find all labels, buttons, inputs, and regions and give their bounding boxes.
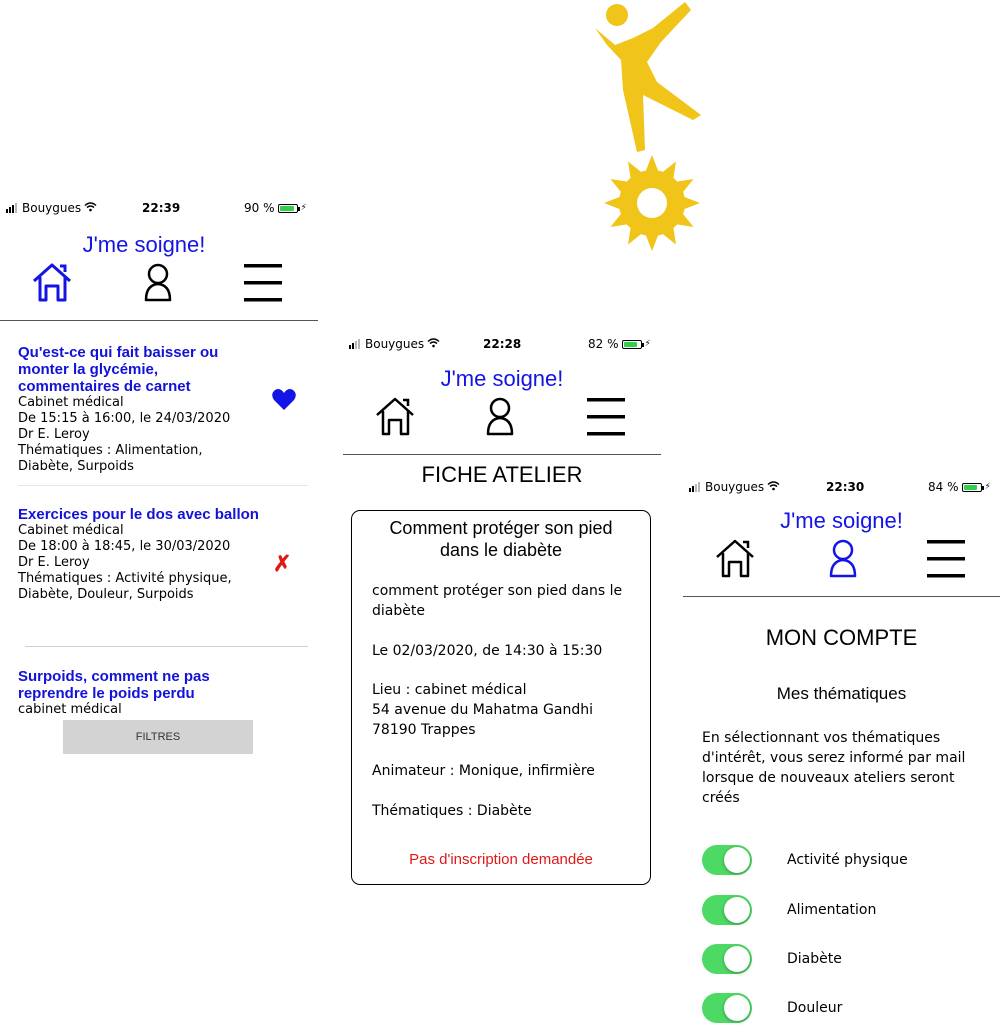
header-divider — [343, 454, 661, 455]
screen-workshop-detail — [343, 334, 661, 894]
signal-icon — [6, 203, 17, 213]
clock: 22:28 — [483, 337, 522, 351]
page-title: MON COMPTE — [765, 625, 918, 650]
charging-icon: ⚡ — [300, 203, 307, 213]
theme-row — [683, 895, 1000, 927]
wifi-icon — [427, 337, 440, 351]
theme-label: Activité physique — [787, 852, 908, 868]
list-divider — [18, 485, 308, 486]
theme-row — [683, 845, 1000, 877]
section-title: Mes thématiques — [776, 684, 907, 703]
list-item[interactable] — [18, 344, 308, 475]
workshop-address-line1: 54 avenue du Mahatma Gandhi — [372, 702, 593, 718]
carrier-name: Bouygues — [705, 480, 765, 494]
battery-icon — [962, 483, 982, 492]
workshop-title[interactable]: Exercices pour le dos avec ballon — [18, 506, 259, 523]
user-icon[interactable] — [478, 394, 524, 440]
nav-bar — [683, 536, 1000, 586]
workshop-address-line2: 78190 Trappes — [372, 722, 476, 738]
filters-button[interactable]: FILTRES — [63, 720, 253, 754]
app-title: J'me soigne! — [82, 232, 206, 257]
status-bar — [0, 198, 318, 218]
toggle-switch[interactable] — [702, 993, 752, 1023]
page-title: FICHE ATELIER — [421, 462, 583, 487]
charging-icon: ⚡ — [644, 339, 651, 349]
theme-row — [683, 993, 1000, 1025]
home-icon[interactable] — [30, 260, 76, 306]
signal-icon — [689, 482, 700, 492]
heart-icon[interactable] — [271, 388, 297, 417]
workshop-card — [351, 510, 651, 885]
screen-workshop-list — [0, 198, 318, 758]
workshop-title: Comment protéger son pied dans le diabète — [389, 518, 613, 560]
clock: 22:30 — [826, 480, 865, 494]
theme-row — [683, 944, 1000, 976]
workshop-place: Cabinet médical — [18, 523, 124, 538]
header-divider — [683, 596, 1000, 597]
carrier-name: Bouygues — [22, 201, 82, 215]
workshop-title[interactable]: Qu'est-ce qui fait baisser ou monter la glycémie, commentaires de carnet — [18, 344, 219, 395]
list-divider — [25, 646, 308, 647]
workshop-host: Dr E. Leroy — [18, 555, 90, 570]
battery-percent: 84 % — [928, 480, 959, 494]
workshop-themes: Thématiques : Activité physique, Diabète, Douleur, Surpoids — [18, 571, 232, 602]
toggle-switch[interactable] — [702, 944, 752, 974]
charging-icon: ⚡ — [984, 482, 991, 492]
home-icon[interactable] — [713, 536, 759, 582]
user-icon[interactable] — [821, 536, 867, 582]
status-bar — [683, 477, 1000, 497]
workshop-date: Le 02/03/2020, de 14:30 à 15:30 — [372, 643, 603, 659]
toggle-switch[interactable] — [702, 895, 752, 925]
menu-icon[interactable] — [583, 394, 629, 440]
battery-icon — [622, 340, 642, 349]
battery-percent: 82 % — [588, 337, 619, 351]
workshop-datetime: De 18:00 à 18:45, le 30/03/2020 — [18, 539, 231, 554]
menu-icon[interactable] — [923, 536, 969, 582]
screen-account — [683, 477, 1000, 1036]
list-item[interactable] — [18, 668, 308, 716]
workshop-themes: Thématiques : Alimentation, Diabète, Surpoids — [18, 443, 203, 474]
theme-label: Alimentation — [787, 902, 877, 918]
signal-icon — [349, 339, 360, 349]
carrier-name: Bouygues — [365, 337, 425, 351]
workshop-description: comment protéger son pied dans le diabète — [372, 583, 623, 619]
workshop-title[interactable]: Surpoids, comment ne pas reprendre le poids perdu — [18, 668, 210, 702]
workshop-themes: Thématiques : Diabète — [372, 803, 532, 819]
header-divider — [0, 320, 318, 321]
user-icon[interactable] — [136, 260, 182, 306]
theme-label: Douleur — [787, 1000, 843, 1016]
workshop-place: Cabinet médical — [18, 395, 124, 410]
toggle-switch[interactable] — [702, 845, 752, 875]
registration-status: Pas d'inscription demandée — [409, 851, 593, 868]
app-logo — [585, 0, 710, 255]
workshop-place: cabinet médical — [18, 702, 122, 716]
wifi-icon — [767, 480, 780, 494]
status-bar — [343, 334, 661, 354]
wifi-icon — [84, 201, 97, 215]
nav-bar — [0, 260, 318, 310]
list-item[interactable] — [18, 506, 308, 603]
battery-icon — [278, 204, 298, 213]
nav-bar — [343, 394, 661, 444]
cross-icon[interactable]: ✗ — [273, 551, 292, 576]
workshop-host: Animateur : Monique, infirmière — [372, 763, 595, 779]
workshop-place: Lieu : cabinet médical — [372, 682, 527, 698]
app-title: J'me soigne! — [780, 508, 903, 533]
menu-icon[interactable] — [240, 260, 286, 306]
battery-percent: 90 % — [244, 201, 275, 215]
workshop-host: Dr E. Leroy — [18, 427, 90, 442]
home-icon[interactable] — [373, 394, 419, 440]
workshop-datetime: De 15:15 à 16:00, le 24/03/2020 — [18, 411, 231, 426]
theme-label: Diabète — [787, 951, 842, 967]
app-title: J'me soigne! — [440, 366, 564, 391]
info-text: En sélectionnant vos thématiques d'intérêt, vous serez informé par mail lorsque de nouveaux ateliers seront créés — [702, 730, 966, 806]
clock: 22:39 — [142, 201, 181, 215]
